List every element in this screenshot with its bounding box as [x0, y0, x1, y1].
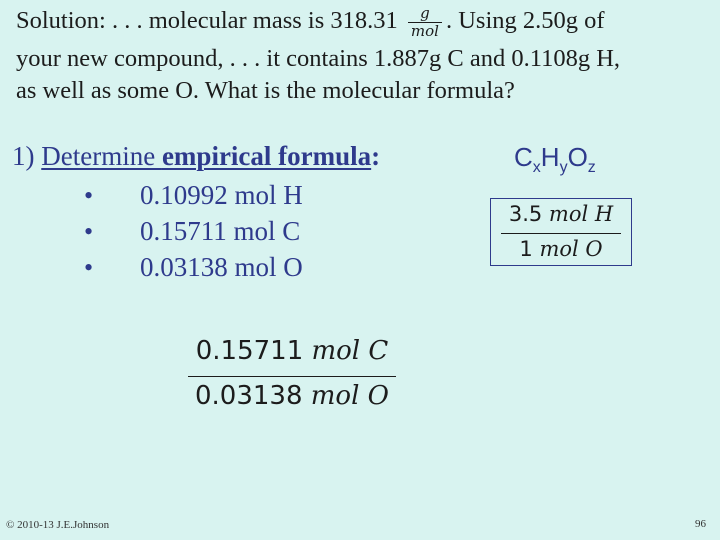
bullet-icon: •	[84, 217, 94, 246]
unit-fraction	[408, 5, 442, 40]
fraction-denominator: 0.03138 mol O	[195, 381, 389, 411]
step-heading	[12, 141, 380, 172]
page-number: 96	[695, 518, 706, 530]
unit-numerator: g	[420, 3, 430, 22]
copyright-notice: © 2010-13 J.E.Johnson	[6, 519, 110, 531]
fraction-bar	[188, 376, 396, 377]
general-formula: $C_xH_yO_z$	[514, 142, 596, 176]
step-title: Determine empirical formula	[41, 141, 372, 171]
ratio-denominator: 1 mol O	[519, 237, 603, 261]
c-to-o-fraction	[186, 336, 398, 416]
problem-text: . Using 2.50g of	[445, 7, 605, 34]
mol-o-item: 0.03138 mol O	[140, 252, 303, 282]
mol-c-item: 0.15711 mol C	[140, 216, 301, 246]
step-number: 1)	[12, 141, 35, 171]
unit-denominator: mol	[408, 22, 442, 40]
step-colon: :	[371, 141, 381, 171]
fraction-bar	[501, 233, 621, 234]
bullet-icon: •	[84, 253, 94, 282]
fraction-numerator: 0.15711 mol C	[195, 336, 389, 366]
problem-line-1	[16, 4, 605, 40]
problem-line-2: your new compound, . . . it contains 1.887g C and 0.1108g H,	[16, 45, 621, 72]
problem-line-3: as well as some O. What is the molecular formula?	[16, 77, 515, 104]
h-to-o-ratio-box	[490, 198, 632, 266]
mol-h-item: 0.10992 mol H	[140, 180, 303, 210]
problem-text: Solution: . . . molecular mass is 318.31	[16, 7, 398, 34]
ratio-numerator: 3.5 mol H	[508, 202, 614, 226]
bullet-icon: •	[84, 181, 94, 210]
